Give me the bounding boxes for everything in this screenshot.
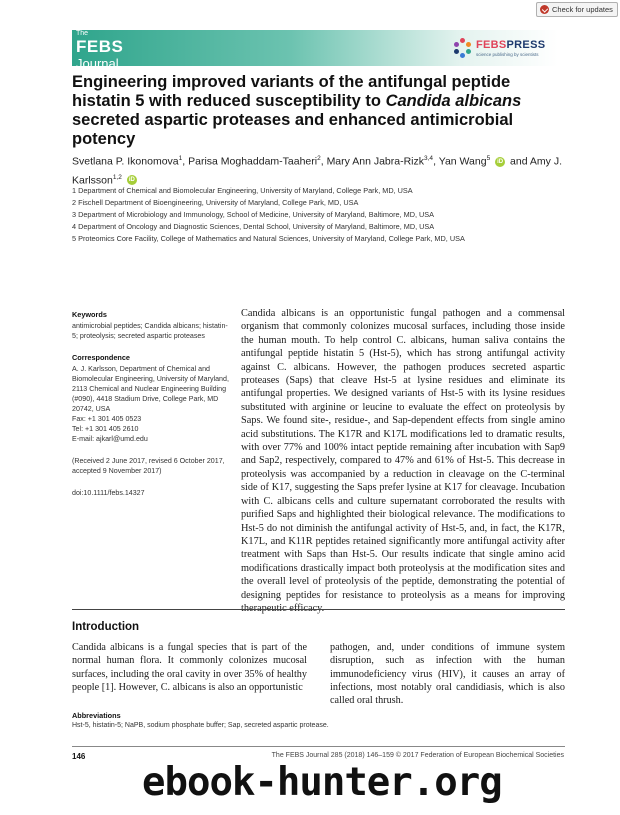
author-affil-sup: 1 — [178, 155, 183, 162]
title-part-b: secreted aspartic proteases and enhanced antimicrobial potency — [72, 111, 514, 148]
check-updates-label: Check for updates — [552, 5, 613, 14]
orcid-icon[interactable]: iD — [128, 177, 135, 184]
title-part-a: Engineering improved variants of the antifungal peptide histatin 5 with reduced susceptibility to — [72, 73, 511, 110]
febs-journal-logo[interactable] — [76, 30, 123, 70]
abbreviations-heading: Abbreviations — [72, 711, 121, 720]
febs-press-logo[interactable] — [452, 38, 545, 58]
check-updates-icon — [540, 5, 549, 14]
abbreviations-text: Hst-5, histatin-5; NaPB, sodium phosphate buffer; Sap, secreted aspartic protease. — [72, 722, 329, 729]
publisher-name-a: FEBS — [476, 39, 507, 51]
received-dates: (Received 2 June 2017, revised 6 October 2017, accepted 9 November 2017) — [72, 457, 225, 475]
correspondence-block — [72, 353, 230, 444]
author-affil-sup: 2 — [317, 155, 321, 162]
publisher-tagline: science publishing by scientists — [476, 52, 539, 57]
author-name[interactable]: Yan Wang — [438, 155, 487, 168]
correspondence-heading: Correspondence — [72, 353, 130, 362]
affiliation-item: 5 Proteomics Core Facility, College of Mathematics and Natural Sciences, University of Maryland, College Park, MD, USA — [72, 234, 465, 243]
introduction-heading: Introduction — [72, 621, 140, 633]
author-affil-sup: 5 — [486, 155, 491, 162]
author-separator: , — [433, 155, 439, 168]
logo-journal: Journal — [76, 56, 119, 71]
abbreviations-block — [72, 711, 565, 731]
author-separator: and — [507, 155, 530, 168]
logo-febs: FEBS — [76, 37, 124, 56]
author-name[interactable]: Parisa Moghaddam-Taaheri — [188, 155, 318, 168]
title-species: Candida albicans — [385, 92, 522, 110]
author-name[interactable]: Svetlana P. Ikonomova — [72, 155, 179, 168]
author-name[interactable]: Mary Ann Jabra-Rizk — [326, 155, 425, 168]
febs-press-dots-icon — [452, 38, 472, 58]
article-sidebar — [72, 310, 230, 510]
author-list — [72, 151, 562, 188]
affiliation-item: 1 Department of Chemical and Biomolecular Engineering, University of Maryland, College Park, MD, USA — [72, 186, 413, 195]
keywords-text: antimicrobial peptides; Candida albicans; histatin-5; proteolysis; secreted aspartic proteases — [72, 322, 228, 340]
publisher-name-b: PRESS — [506, 39, 546, 51]
check-for-updates-button[interactable] — [536, 2, 618, 17]
correspondence-address: A. J. Karlsson, Department of Chemical and Biomolecular Engineering, University of Maryland, 2113 Chemical and Nuclear Engineering Building (#090), 4418 Stadium Drive, College Park, MD 20742, USA — [72, 365, 229, 413]
introduction-column-1: Candida albicans is a fungal species that is part of the normal human flora. It commonly colonizes mucosal surfaces, including the oral cavity in over 35% of healthy people [1]. However, C. albicans is also an opportunistic — [72, 642, 307, 693]
section-divider — [72, 609, 565, 610]
introduction-column-2: pathogen, and, under conditions of immune system disruption, such as infection with the human immunodeficiency virus (HIV), it causes an array of infections, most notably oral candidiasis, which is also called oral thrush. — [330, 642, 565, 707]
affiliation-item: 4 Department of Oncology and Diagnostic Sciences, Dental School, University of Maryland, Baltimore, MD, USA — [72, 222, 435, 231]
correspondence-tel: Tel: +1 301 405 2610 — [72, 425, 139, 433]
doi-link[interactable]: doi:10.1111/febs.14327 — [72, 489, 145, 497]
watermark-text: ebook-hunter.org — [142, 760, 502, 805]
journal-citation: The FEBS Journal 285 (2018) 146–159 © 2017 Federation of European Biochemical Societies — [271, 752, 564, 759]
abstract: Candida albicans is an opportunistic fungal pathogen and a commensal organism that commonly colonizes mucosal surfaces, including those inside the human mouth. To help control C. albicans, human saliva contains the antifungal peptide histatin 5 (Hst-5), which has strong antifungal activity against C. albicans. However, the pathogen produces secreted aspartic proteases (Saps) that cleave Hst-5 at lysine residues and eliminate its antifungal properties. We designed variants of Hst-5 with its lysine residues substituted with arginine or leucine to evaluate the effect on proteolysis by Saps. We found site-, residue-, and Sap-dependent effects from single amino acid substitutions. The K17R and K17L modifications led to dramatic results, with over 77% and 100% intact peptide remaining after incubation with Sap9 and Sap2, respectively, compared to 47% and 61% of Hst-5. This decrease in proteolysis was accompanied by a reduction in cleavage on the C-terminal side of K17, suggesting the Saps prefer lysine at K17 for cleavage. Incubation with C. albicans cells and culture supernatant corroborated the results with purified Saps and highlighted their biological relevance. The modifications to Hst-5 do not diminish the antifungal activity of Hst-5, and, in fact, the K17R, K17L, and K11R peptides retained significantly more antifungal activity after treatment with Saps than Hst-5. Our results indicate that single amino acid modifications drastically impact both proteolysis at the modification sites and the overall level of proteolysis of the peptide, demonstrating the potential of designing peptides for resistance to proteolysis as a means for improving — [241, 308, 565, 601]
correspondence-email[interactable]: E-mail: ajkarl@umd.edu — [72, 435, 148, 443]
doi-block — [72, 488, 230, 498]
affiliation-item: 2 Fischell Department of Bioengineering, University of Maryland, College Park, MD, USA — [72, 198, 359, 207]
keywords-heading: Keywords — [72, 310, 107, 319]
orcid-icon[interactable]: iD — [497, 158, 504, 165]
dates-block — [72, 456, 230, 476]
footer-divider — [72, 746, 565, 747]
author-separator: , — [182, 155, 189, 168]
affiliation-list — [72, 185, 562, 245]
publisher-name — [476, 39, 545, 51]
article-title — [72, 73, 552, 149]
page-number: 146 — [72, 752, 86, 761]
author-separator: , — [320, 155, 327, 168]
correspondence-fax: Fax: +1 301 405 0523 — [72, 415, 142, 423]
author-affil-sup: 1,2 — [112, 173, 122, 181]
affiliation-item: 3 Department of Microbiology and Immunology, School of Medicine, University of Maryland, Baltimore, MD, USA — [72, 210, 435, 219]
logo-the: The — [76, 30, 89, 37]
author-affil-sup: 3,4 — [424, 155, 434, 162]
author-name[interactable]: Amy J. Karlsson — [72, 155, 563, 186]
keywords-block — [72, 310, 230, 341]
